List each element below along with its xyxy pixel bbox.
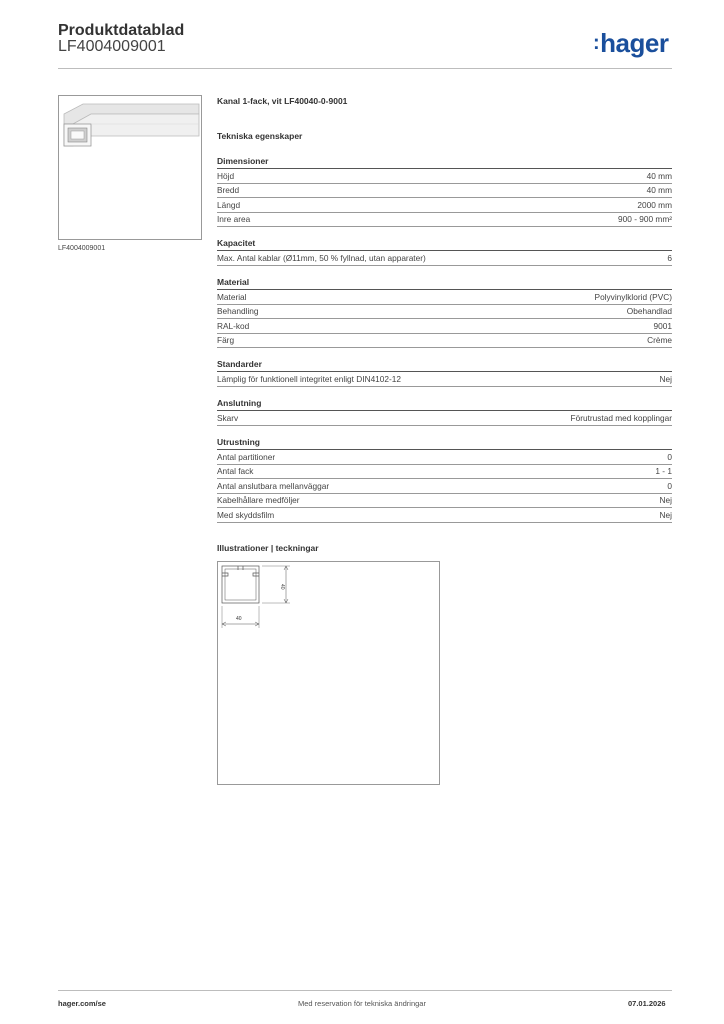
spec-label: Antal partitioner [217,451,276,462]
spec-value: 900 - 900 mm² [618,214,672,225]
cross-section-drawing [218,562,439,784]
section-title: Kapacitet [217,238,672,251]
spec-label: Med skyddsfilm [217,509,275,520]
spec-row [217,198,672,213]
spec-row [217,334,672,349]
spec-row [217,450,672,465]
footer-divider [58,990,672,991]
section-title: Standarder [217,359,672,372]
product-number: LF4004009001 [58,38,166,55]
spec-row [217,305,672,320]
spec-value: Crème [647,335,672,346]
section-utrustning [217,437,672,523]
spec-row [217,290,672,305]
spec-row [217,184,672,199]
spec-value: Nej [659,509,672,520]
tech-heading: Tekniska egenskaper [217,131,303,141]
spec-row [217,494,672,509]
spec-row [217,508,672,523]
spec-label: RAL-kod [217,320,250,331]
spec-value: Obehandlad [626,306,672,317]
spec-value: 1 - 1 [655,466,672,477]
cable-duct-illustration [59,96,201,239]
spec-row [217,372,672,387]
spec-value: 0 [667,480,672,491]
section-title: Material [217,277,672,290]
section-standarder [217,359,672,387]
illustrations-title: Illustrationer | teckningar [217,543,319,553]
width-dimension-label: 40 [236,616,242,622]
spec-label: Bredd [217,185,240,196]
height-dimension-label: 40 [279,584,285,590]
technical-drawing [217,561,440,785]
spec-value: 2000 mm [637,199,672,210]
spec-value: 0 [667,451,672,462]
section-title: Utrustning [217,437,672,450]
spec-label: Antal anslutbara mellanväggar [217,480,330,491]
spec-label: Kabelhållare medföljer [217,495,300,506]
section-title: Dimensioner [217,156,672,169]
spec-label: Skarv [217,412,239,423]
spec-value: 9001 [653,320,672,331]
spec-row [217,411,672,426]
spec-value: 6 [667,252,672,263]
logo-text: hager [600,28,669,58]
footer-website: hager.com/se [58,999,106,1008]
spec-row [217,169,672,184]
spec-row [217,213,672,228]
spec-value: Polyvinylklorid (PVC) [594,291,672,302]
hager-logo: :hager [593,28,669,58]
document-title: Produktdatablad [58,22,185,39]
section-dimensioner [217,156,672,227]
spec-label: Max. Antal kablar (Ø11mm, 50 % fyllnad, utan apparater) [217,252,426,263]
spec-label: Material [217,291,247,302]
spec-label: Längd [217,199,241,210]
spec-label: Lämplig för funktionell integritet enligt DIN4102-12 [217,373,402,384]
spec-value: Nej [659,373,672,384]
spec-label: Behandling [217,306,259,317]
spec-value: Nej [659,495,672,506]
section-title: Anslutning [217,398,672,411]
spec-label: Färg [217,335,235,346]
section-anslutning [217,398,672,426]
footer-date: 07.01.2026 [628,999,666,1008]
section-material [217,277,672,348]
header-divider [58,68,672,69]
spec-value: 40 mm [646,185,672,196]
spec-row [217,251,672,266]
spec-label: Antal fack [217,466,254,477]
product-title: Kanal 1-fack, vit LF40040-0-9001 [217,96,348,106]
spec-label: Höjd [217,170,235,181]
spec-label: Inre area [217,214,251,225]
spec-row [217,479,672,494]
product-image [58,95,202,240]
section-kapacitet [217,238,672,266]
footer-disclaimer: Med reservation för tekniska ändringar [298,999,426,1008]
spec-row [217,465,672,480]
spec-value: Förutrustad med kopplingar [570,412,672,423]
spec-row [217,319,672,334]
image-caption: LF4004009001 [58,245,106,252]
spec-value: 40 mm [646,170,672,181]
